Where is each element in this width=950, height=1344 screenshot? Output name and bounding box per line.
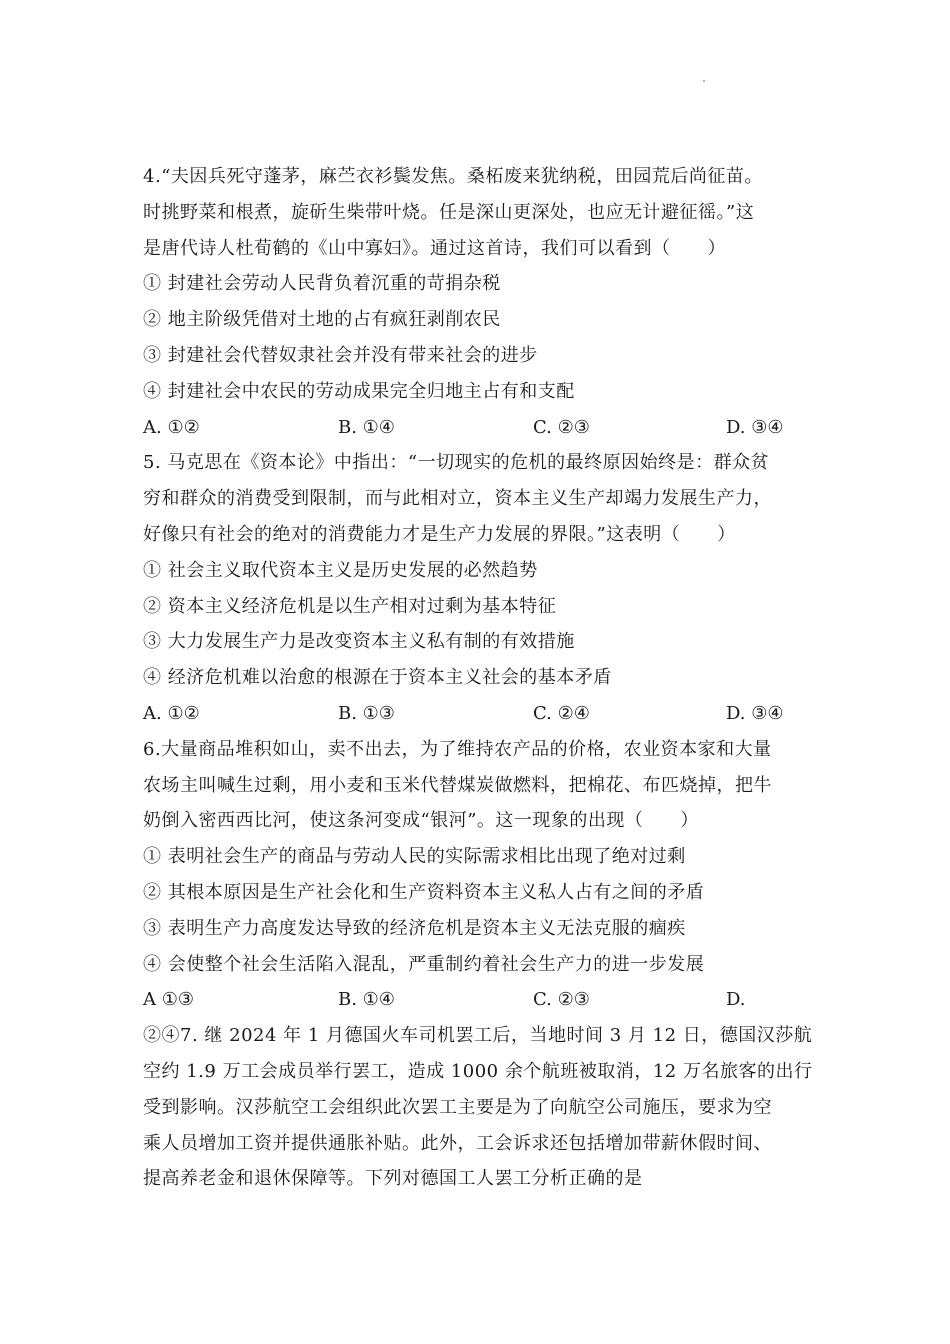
question-6-option-4: ④ 会使整个社会生活陷入混乱，严重制约着社会生产力的进一步发展 [143,953,705,975]
question-6-choice-c: C. ②③ [533,989,590,1011]
question-4-answer-choices [143,410,813,446]
question-6 [143,732,813,1018]
question-5-option-1: ① 社会主义取代资本主义是历史发展的必然趋势 [143,559,538,581]
question-6-answer-choices [143,982,813,1018]
question-7-stem-line-5: 提高养老金和退休保障等。下列对德国工人罢工分析正确的是 [143,1168,643,1190]
question-4-option-3: ③ 封建社会代替奴隶社会并没有带来社会的进步 [143,344,538,366]
question-4-choice-a: A. ①② [143,416,200,438]
question-5-option-3: ③ 大力发展生产力是改变资本主义私有制的有效措施 [143,631,575,653]
question-5-option-2: ② 资本主义经济危机是以生产相对过剩为基本特征 [143,595,557,617]
question-4-choice-c: C. ②③ [533,416,590,438]
question-5-answer-choices [143,696,813,732]
question-5-stem-line-3: 好像只有社会的绝对的消费能力才是生产力发展的界限。”这表明（ ） [143,523,736,545]
question-5-choice-b: B. ①③ [338,702,395,724]
question-5-option-4: ④ 经济危机难以治愈的根源在于资本主义社会的基本矛盾 [143,667,612,689]
question-6-stem-line-3: 奶倒入密西西比河，使这条河变成“银河”。这一现象的出现（ ） [143,810,699,832]
question-6-option-3: ③ 表明生产力高度发达导致的经济危机是资本主义无法克服的痼疾 [143,917,686,939]
question-5-stem-line-1: 5. 马克思在《资本论》中指出：“一切现实的危机的最终原因始终是：群众贫 [143,452,770,474]
question-6-option-2: ② 其根本原因是生产社会化和生产资料资本主义私人占有之间的矛盾 [143,881,705,903]
question-5-stem-line-2: 穷和群众的消费受到限制，而与此相对立，资本主义生产却竭力发展生产力， [143,488,772,510]
question-4-choice-b: B. ①④ [338,416,395,438]
question-7-stem-line-2: 空约 1.9 万工会成员举行罢工，造成 1000 余个航班被取消，12 万名旅客的出行 [143,1060,813,1082]
question-6-stem-line-1: 6.大量商品堆积如山，卖不出去，为了维持农产品的价格，农业资本家和大量 [143,738,772,760]
question-6-choice-b: B. ①④ [338,989,395,1011]
question-7-stem-line-4: 乘人员增加工资并提供通胀补贴。此外，工会诉求还包括增加带薪休假时间、 [143,1132,772,1154]
question-4-stem-line-3: 是唐代诗人杜荀鹤的《山中寡妇》。通过这首诗，我们可以看到（ ） [143,237,726,259]
question-4-stem-line-1: 4.“夫因兵死守蓬茅，麻苎衣衫鬓发焦。桑柘废来犹纳税，田园荒后尚征苗。 [143,166,763,187]
question-content [143,159,813,1197]
question-7-stem-line-3: 受到影响。汉莎航空工会组织此次罢工主要是为了向航空公司施压，要求为空 [143,1096,772,1118]
question-4-choice-d: D. ③④ [726,416,784,438]
question-7 [143,1018,813,1197]
question-4-option-2: ② 地主阶级凭借对土地的占有疯狂剥削农民 [143,309,501,331]
question-6-choice-d: D. [726,989,746,1011]
question-4-option-4: ④ 封建社会中农民的劳动成果完全归地主占有和支配 [143,380,575,402]
question-4-option-1: ① 封建社会劳动人民背负着沉重的苛捐杂税 [143,273,501,295]
header-mark [703,80,705,82]
question-5 [143,445,813,731]
question-4 [143,159,813,445]
question-5-choice-c: C. ②④ [533,702,590,724]
question-7-stem-line-1: ②④7. 继 2024 年 1 月德国火车司机罢工后，当地时间 3 月 12 日，德国汉莎航 [143,1025,813,1047]
question-5-choice-d: D. ③④ [726,702,784,724]
question-4-stem-line-2: 时挑野菜和根煮，旋斫生柴带叶烧。任是深山更深处，也应无计避征徭。”这 [143,201,755,223]
question-6-choice-a: A ①③ [143,989,194,1011]
question-6-option-1: ① 表明社会生产的商品与劳动人民的实际需求相比出现了绝对过剩 [143,846,686,868]
question-5-choice-a: A. ①② [143,702,200,724]
question-6-stem-line-2: 农场主叫喊生过剩，用小麦和玉米代替煤炭做燃料，把棉花、布匹烧掉，把牛 [143,774,772,796]
